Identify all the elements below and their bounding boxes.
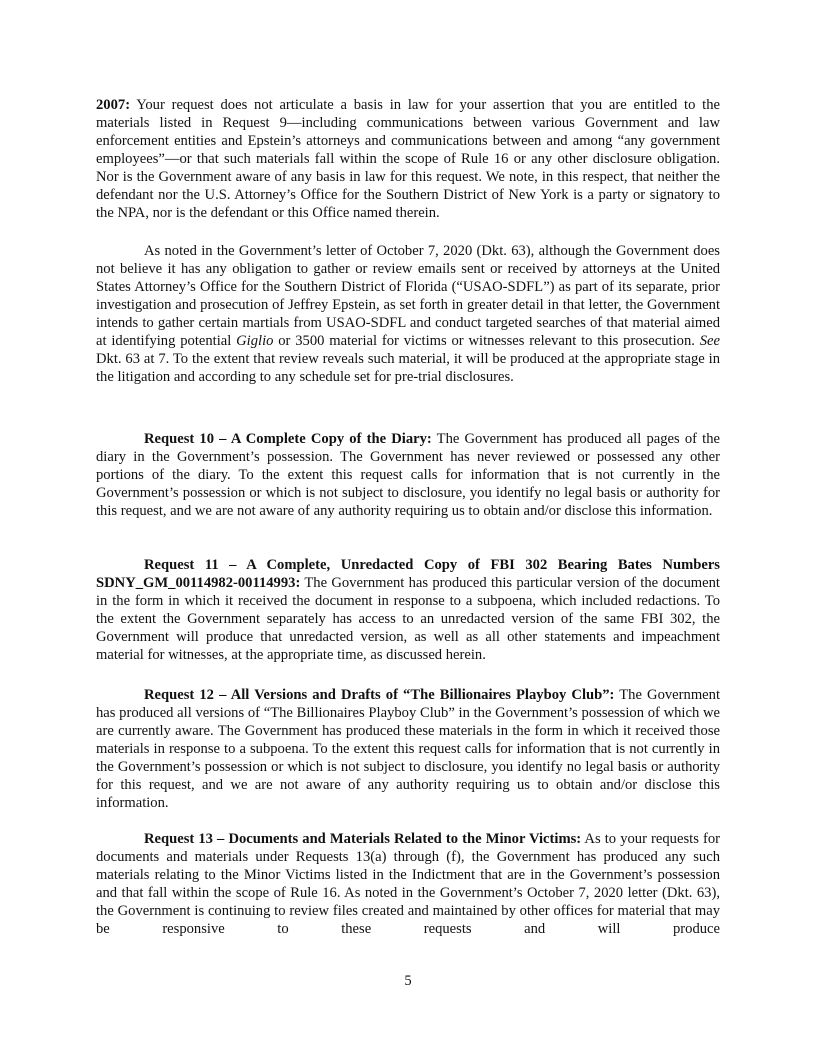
request-heading: Request 12 – All Versions and Drafts of “The Billionaires Playboy Club”: <box>144 687 615 703</box>
paragraph-text: or 3500 material for victims or witnesses relevant to this prosecution. <box>273 333 700 349</box>
italic-case-name: Giglio <box>236 333 274 349</box>
request-heading: Request 11 – A Complete, Unredacted Copy of FBI 302 Bearing Bates Numbers SDNY_GM_00114982-00114993: <box>96 557 720 591</box>
paragraph-text: The Government has produced all versions of “The Billionaires Playboy Club” in the Government’s possession of which we are currently aware. The Government has produced these materials in the form in which it received those materials in response to a subpoena. To the extent this request calls for information that is not currently in the Government’s possession or which is not subject to disclosure, you identify no legal basis or authority for this request, and we are not aware of any authority requiring us to obtain and/or disclose this information. <box>96 687 720 811</box>
request-heading: Request 10 – A Complete Copy of the Diary: <box>144 431 432 447</box>
paragraph-request-9-continued <box>96 96 720 222</box>
paragraph-request-13 <box>96 830 720 938</box>
paragraph-request-12 <box>96 686 720 812</box>
paragraph-text: Your request does not articulate a basis in law for your assertion that you are entitled to the materials listed in Request 9—including communications between various Government and law enforcement entities and Epstein’s attorneys and communications between and among “any government employees”—or that such materials fall within the scope of Rule 16 or any other disclosure obligation. Nor is the Government aware of any basis in law for this request. We note, in this respect, that neither the defendant nor the U.S. Attorney’s Office for the Southern District of New York is a party or signatory to the NPA, nor is the defendant or this Office named therein. <box>96 97 720 221</box>
italic-citation-signal: See <box>699 333 720 349</box>
paragraph-text: The Government has produced all pages of the diary in the Government’s possession. The Government has never reviewed or possessed any other portions of the diary. To the extent this request calls for information that is not currently in the Government’s possession or which is not subject to disclosure, you identify no legal basis or authority for this request, and we are not aware of any authority requiring us to obtain and/or disclose this information. <box>96 431 720 519</box>
request-heading: Request 13 – Documents and Materials Related to the Minor Victims: <box>144 831 582 847</box>
paragraph-text: The Government has produced this particular version of the document in the form in which it received the document in response to a subpoena, which included redactions. To the extent the Government separately has access to an unredacted version of the same FBI 302, the Government will produce that unredacted version, as well as all other statements and impeachment material for witnesses, at the appropriate time, as discussed herein. <box>96 575 720 663</box>
paragraph-usao-sdfl <box>96 242 720 386</box>
paragraph-request-11 <box>96 556 720 664</box>
paragraph-lead-bold: 2007: <box>96 97 131 113</box>
paragraph-text: As noted in the Government’s letter of October 7, 2020 (Dkt. 63), although the Government does not believe it has any obligation to gather or review emails sent or received by attorneys at the United States Attorney’s Office for the Southern District of Florida (“USAO-SDFL”) as part of its separate, prior investigation and prosecution of Jeffrey Epstein, as set forth in greater detail in that letter, the Government intends to gather certain martials from USAO-SDFL and conduct targeted searches of that material aimed at identifying potential <box>96 243 720 349</box>
paragraph-request-10 <box>96 430 720 520</box>
page-number: 5 <box>404 973 412 989</box>
paragraph-text: Dkt. 63 at 7. To the extent that review reveals such material, it will be produced at the appropriate stage in the litigation and according to any schedule set for pre-trial disclosures. <box>96 351 720 385</box>
paragraph-text: As to your requests for documents and materials under Requests 13(a) through (f), the Government has produced any such materials relating to the Minor Victims listed in the Indictment that are in the Government’s possession and that fall within the scope of Rule 16. As noted in the Government’s October 7, 2020 letter (Dkt. 63), the Government is continuing to review files created and maintained by other offices for material that may be responsive to these requests and will produce <box>96 831 720 937</box>
